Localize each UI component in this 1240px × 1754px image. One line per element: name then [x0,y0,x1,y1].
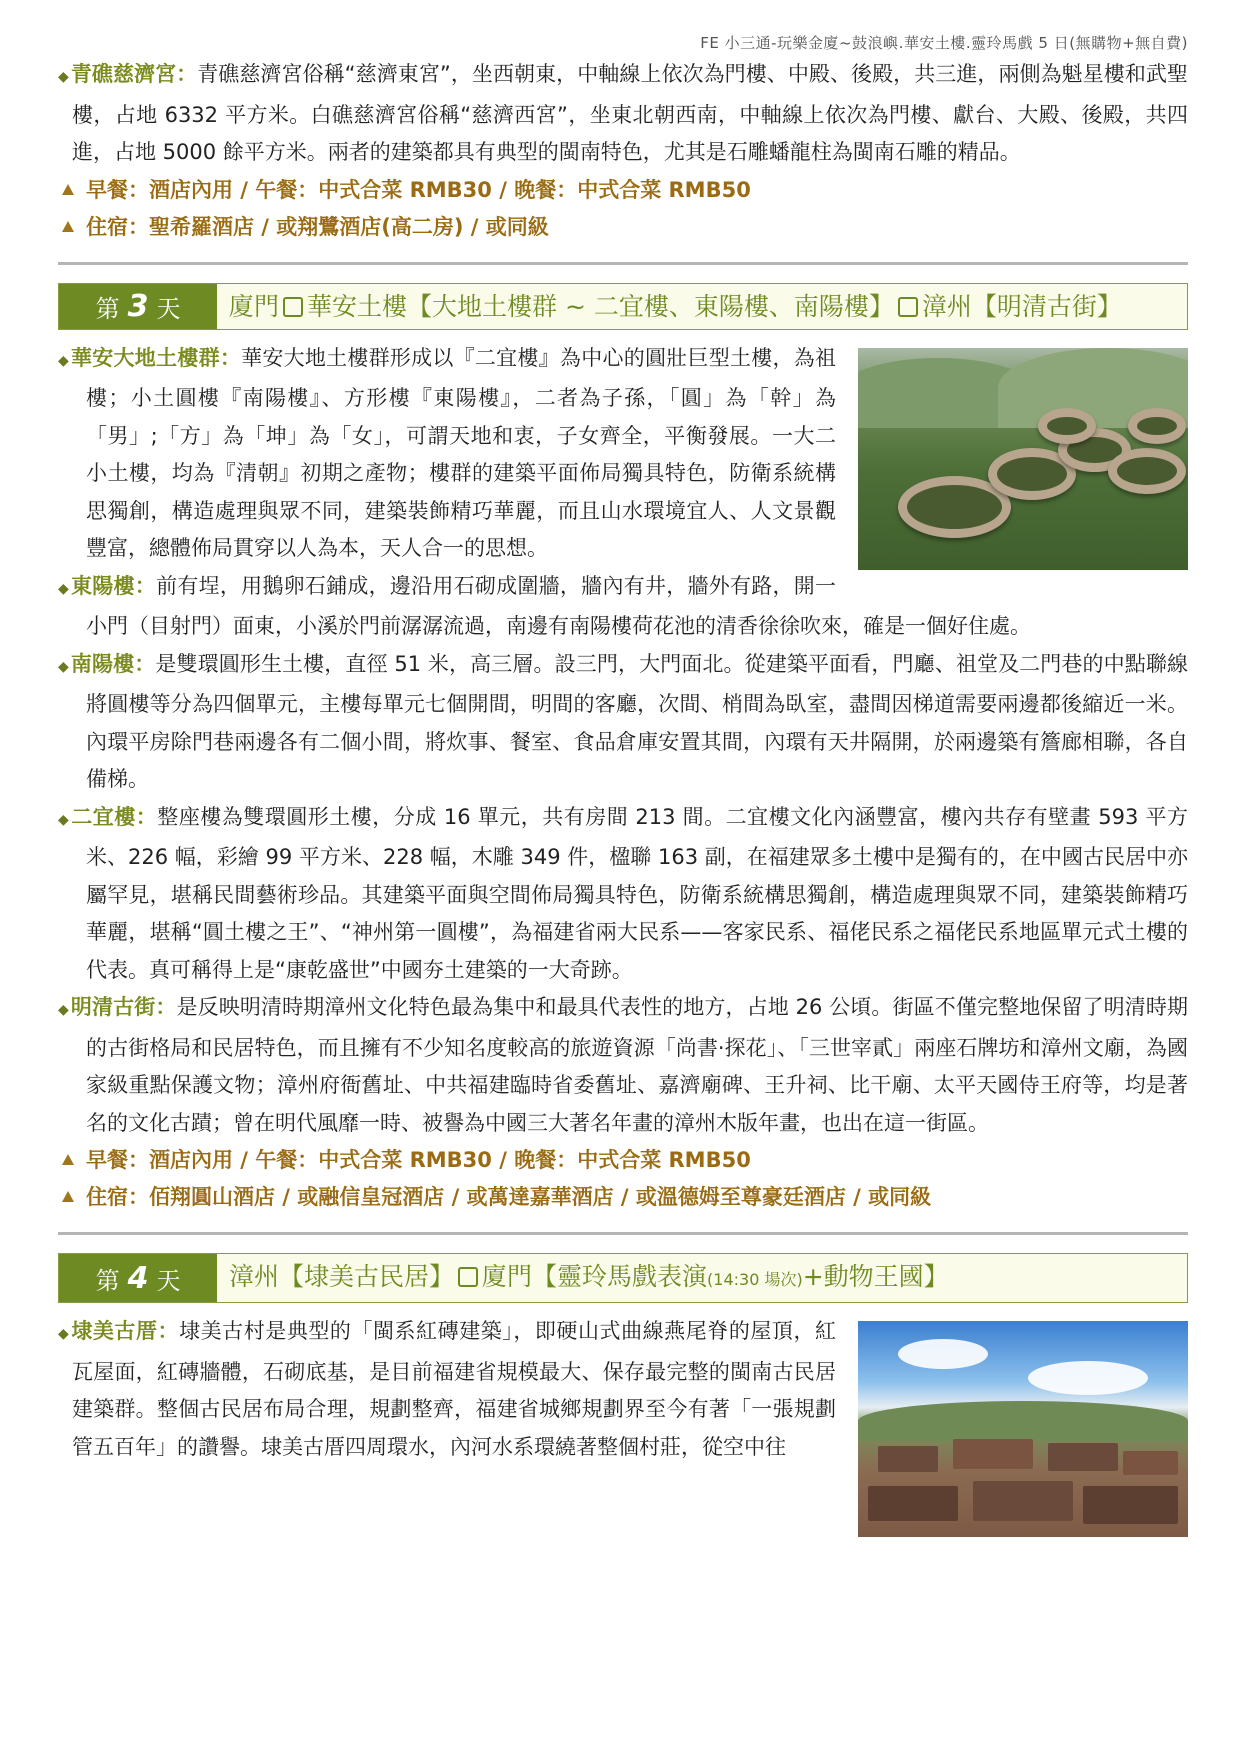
diamond-icon: ◆ [58,1326,70,1342]
title-part: 漳州【埭美古民居】 [229,1262,455,1291]
title-note: (14:30 場次) [707,1270,803,1289]
tulou-photo [858,348,1188,570]
paragraph-dongyang [58,568,1188,646]
triangle-icon [62,221,74,232]
paragraph-text: 華安大地土樓群形成以『二宜樓』為中心的圓壯巨型土樓，為祖樓；小土圓樓『南陽樓』、方形樓『東陽樓』，二者為子孫，「圓」為「幹」為「男」;「方」為「坤」為「女」，可謂天地和衷，子女齊全，平衡發展。一大二小土樓，均為『清朝』初期之產物；樓群的建築平面佈局獨具特色，防衛系統構思獨創，構造處理與眾不同，建築裝飾精巧華麗，而且山水環境宜人、人文景觀豐富，總體佈局貫穿以人為本，天人合一的思想。 [86,345,837,560]
section-divider [58,262,1188,265]
hotel-text: 住宿：聖希羅酒店 / 或翔鷺酒店(高二房) / 或同級 [86,214,549,239]
day-3-header [58,283,1188,330]
title-part: 漳州【明清古街】 [921,291,1122,321]
paragraph-label: 二宜樓： [71,804,158,829]
section-divider [58,1232,1188,1235]
day-badge [59,1254,217,1302]
paragraph-text: 前有埕，用鵝卵石鋪成，邊沿用石砌成圍牆，牆內有井，牆外有路，開一小門（目射門）面東，小溪於門前潺潺流過，南邊有南陽樓荷花池的清香徐徐吹來，確是一個好住處。 [86,573,1031,638]
meals-text: 早餐：酒店內用 / 午餐：中式合菜 RMB30 / 晚餐：中式合菜 RMB50 [86,1148,751,1172]
paragraph-label: 青礁慈濟宮： [70,62,198,86]
diamond-icon: ◆ [58,352,70,369]
meals-line [58,1142,1188,1179]
day-badge [59,284,217,329]
title-part: 廈門 [229,291,280,321]
paragraph-nanyang [58,646,1188,799]
day-number: 4 [127,1260,149,1296]
paragraph-label: 東陽樓： [71,573,157,598]
day-3-body [58,340,1188,1143]
day-number: 3 [127,288,149,324]
hotel-line [58,209,1188,246]
paragraph-label: 明清古街： [70,995,177,1019]
triangle-icon [62,1191,74,1202]
diamond-icon: ◆ [58,658,69,675]
bus-icon [283,297,303,317]
title-part: 廈門【靈玲馬戲表演 [482,1262,708,1291]
paragraph-text: 整座樓為雙環圓形土樓，分成 16 單元，共有房間 213 間。二宜樓文化內涵豐富，樓內共存有壁畫 593 平方米、226 幅，彩繪 99 平方米、228 幅，木雕 349 件，楹聯 163 副，在福建眾多土樓中是獨有的，在中國古民居中亦屬罕見，堪稱民間藝術珍品。其建築平面與空間佈局獨具特色，防衛系統構思獨創，構造處理與眾不同，建築裝飾精巧華麗，堪稱“圓土樓之王”、“神州第一圓樓”，為福建省兩大民系——客家民系、福佬民系之福佬民系地區單元式土樓的代表。真可稱得上是“康乾盛世”中國夯土建築的一大奇跡。 [86,804,1188,982]
title-part: +動物王國】 [802,1262,949,1291]
day-4-header [58,1253,1188,1303]
bus-icon [898,297,918,317]
paragraph-text: 是反映明清時期漳州文化特色最為集中和最具代表性的地方，占地 26 公頃。街區不僅完整地保留了明清時期的古街格局和民居特色，而且擁有不少知名度較高的旅遊資源「尚書·探花」、「三世宰貳」兩座石牌坊和漳州文廟，為國家級重點保護文物；漳州府衙舊址、中共福建臨時省委舊址、嘉濟廟碑、王升祠、比干廟、太平天國侍王府等，均是著名的文化古蹟；曾在明代風靡一時、被譽為中國三大著名年畫的漳州木版年畫，也出在這一街區。 [86,995,1188,1135]
paragraph-text: 埭美古村是典型的「閩系紅磚建築」，即硬山式曲線燕尾脊的屋頂，紅瓦屋面，紅磚牆體，石砌底基，是目前福建省規模最大、保存最完整的閩南古民居建築群。整個古民居布局合理，規劃整齊，福建省城鄉規劃界至今有著「一張規劃管五百年」的讚譽。埭美古厝四周環水，內河水系環繞著整個村莊，從空中往 [72,1319,837,1459]
day-4-body [58,1313,1188,1466]
hotel-text: 住宿：佰翔圓山酒店 / 或融信皇冠酒店 / 或萬達嘉華酒店 / 或溫德姆至尊豪廷酒店 / 或同級 [86,1185,932,1209]
day-title [217,284,1187,329]
village-photo [858,1321,1188,1537]
triangle-icon [62,184,74,195]
diamond-icon: ◆ [58,69,69,85]
paragraph-text: 是雙環圓形生土樓，直徑 51 米，高三層。設三門，大門面北。從建築平面看，門廳、祖堂及二門巷的中點聯線將圓樓等分為四個單元，主樓每單元七個開間，明間的客廳，次間、梢間為臥室，盡間因梯道需要兩邊都後縮近一米。內環平房除門巷兩邊各有二個小間，將炊事、餐室、食品倉庫安置其間，內環有天井隔開，於兩邊築有簷廊相聯，各自備梯。 [86,651,1188,791]
day-suffix: 天 [156,294,181,323]
day-prefix: 第 [95,1266,120,1295]
paragraph-qingjiao-temple [58,56,1188,172]
paragraph-label: 華安大地土樓群： [71,345,242,370]
paragraph-mingqing-street [58,989,1188,1142]
diamond-icon: ◆ [58,811,70,828]
day-suffix: 天 [156,1266,181,1295]
title-part: 華安土樓【大地土樓群 ~ 二宜樓、東陽樓、南陽樓】 [307,291,894,321]
paragraph-label: 埭美古厝： [71,1319,180,1343]
bus-icon [458,1267,478,1287]
day-title [217,1254,1187,1302]
meals-text: 早餐：酒店內用 / 午餐：中式合菜 RMB30 / 晚餐：中式合菜 RMB50 [86,177,751,202]
hotel-line [58,1179,1188,1216]
paragraph-label: 南陽樓： [70,651,156,676]
paragraph-text: 青礁慈濟宮俗稱“慈濟東宮”，坐西朝東，中軸線上依次為門樓、中殿、後殿，共三進，兩側為魁星樓和武聖樓，占地 6332 平方米。白礁慈濟宮俗稱“慈濟西宮”，坐東北朝西南，中軸線上依次為門樓、獻台、大殿、後殿，共四進，占地 5000 餘平方米。兩者的建築都具有典型的閩南特色，尤其是石雕蟠龍柱為閩南石雕的精品。 [72,62,1188,164]
diamond-icon: ◆ [58,1002,69,1018]
document-page [58,30,1188,1543]
diamond-icon: ◆ [58,580,70,597]
tulou-image [858,348,1188,570]
meals-line [58,172,1188,209]
village-image [858,1321,1188,1537]
page-header: FE 小三通-玩樂金廈~鼓浪嶼.華安土樓.靈玲馬戲 5 日(無購物+無自費) [700,34,1188,52]
paragraph-eryi [58,799,1188,990]
day-prefix: 第 [95,294,120,323]
triangle-icon [62,1154,74,1165]
